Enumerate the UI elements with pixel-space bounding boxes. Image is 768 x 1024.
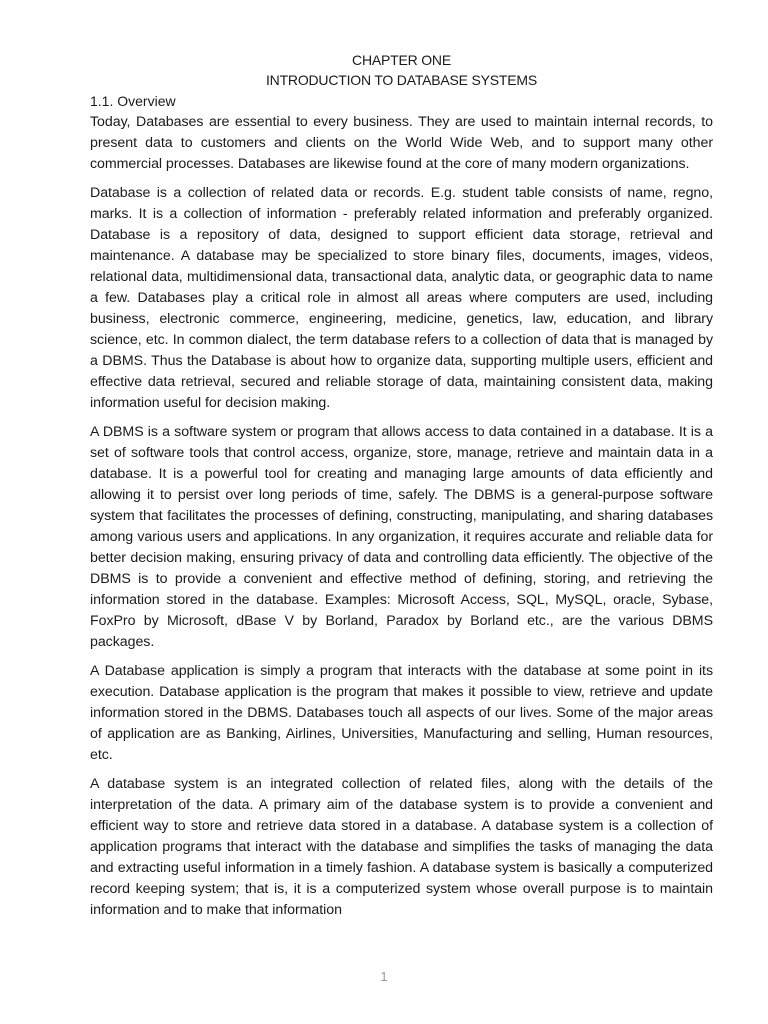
page-number: 1 — [380, 969, 388, 984]
paragraph-overview: Today, Databases are essential to every business. They are used to maintain internal records, to present data to customers and clients on the World Wide Web, and to support many other commercial processes. Databases are likewise found at the core of many modern organizations. — [90, 114, 713, 172]
section-heading: 1.1. Overview — [90, 93, 176, 109]
paragraph-dbms-definition: A DBMS is a software system or program that allows access to data contained in a database. It is a set of software tools that control access, organize, store, manage, retrieve and maintain data in a database. It is a powerful tool for creating and managing large amounts of data efficiently and allowing it to persist over long periods of time, safely. The DBMS is a general-purpose software system that facilitates the processes of defining, constructing, manipulating, and sharing databases among various users and applications. In any organization, it requires accurate and reliable data for better decision making, ensuring privacy of data and controlling data efficiently. The objective of the DBMS is to provide a convenient and effective method of defining, storing, and retrieving the information stored in the database. Examples: Microsoft Access, SQL, MySQL, oracle, Sybase, FoxPro by Microsoft, dBase V by Borland, Paradox by Borland etc., are the various DBMS packages. — [90, 424, 713, 650]
document-page — [90, 50, 713, 929]
paragraph-database-system: A database system is an integrated collection of related files, along with the details of the interpretation of the data. A primary aim of the database system is to provide a convenient and efficient way to store and retrieve data stored in a database. A database system is a collection of application programs that interact with the database and simplifies the tasks of managing the data and extracting useful information in a timely fashion. A database system is basically a computerized record keeping system; that is, it is a computerized system whose overall purpose is to maintain information and to make that information — [90, 776, 713, 918]
paragraph-database-definition: Database is a collection of related data or records. E.g. student table consists of name, regno, marks. It is a collection of information - preferably related information and preferably organized. Database is a repository of data, designed to support efficient data storage, retrieval and maintenance. A database may be specialized to store binary files, documents, images, videos, relational data, multidimensional data, transactional data, analytic data, or geographic data to name a few. Databases play a critical role in almost all areas where computers are used, including business, electronic commerce, engineering, medicine, genetics, law, education, and library science, etc. In common dialect, the term database refers to a collection of data that is managed by a DBMS. Thus the Database is about how to organize data, supporting multiple users, efficient and effective data retrieval, secured and reliable storage of data, maintaining consistent data, making information useful for decision making. — [90, 185, 713, 411]
chapter-label: CHAPTER ONE — [352, 52, 451, 68]
chapter-title: INTRODUCTION TO DATABASE SYSTEMS — [265, 72, 538, 88]
paragraph-database-application: A Database application is simply a program that interacts with the database at some point in its execution. Database application is the program that makes it possible to view, retrieve and update information stored in the DBMS. Databases touch all aspects of our lives. Some of the major areas of application are as Banking, Airlines, Universities, Manufacturing and selling, Human resources, etc. — [90, 663, 713, 763]
